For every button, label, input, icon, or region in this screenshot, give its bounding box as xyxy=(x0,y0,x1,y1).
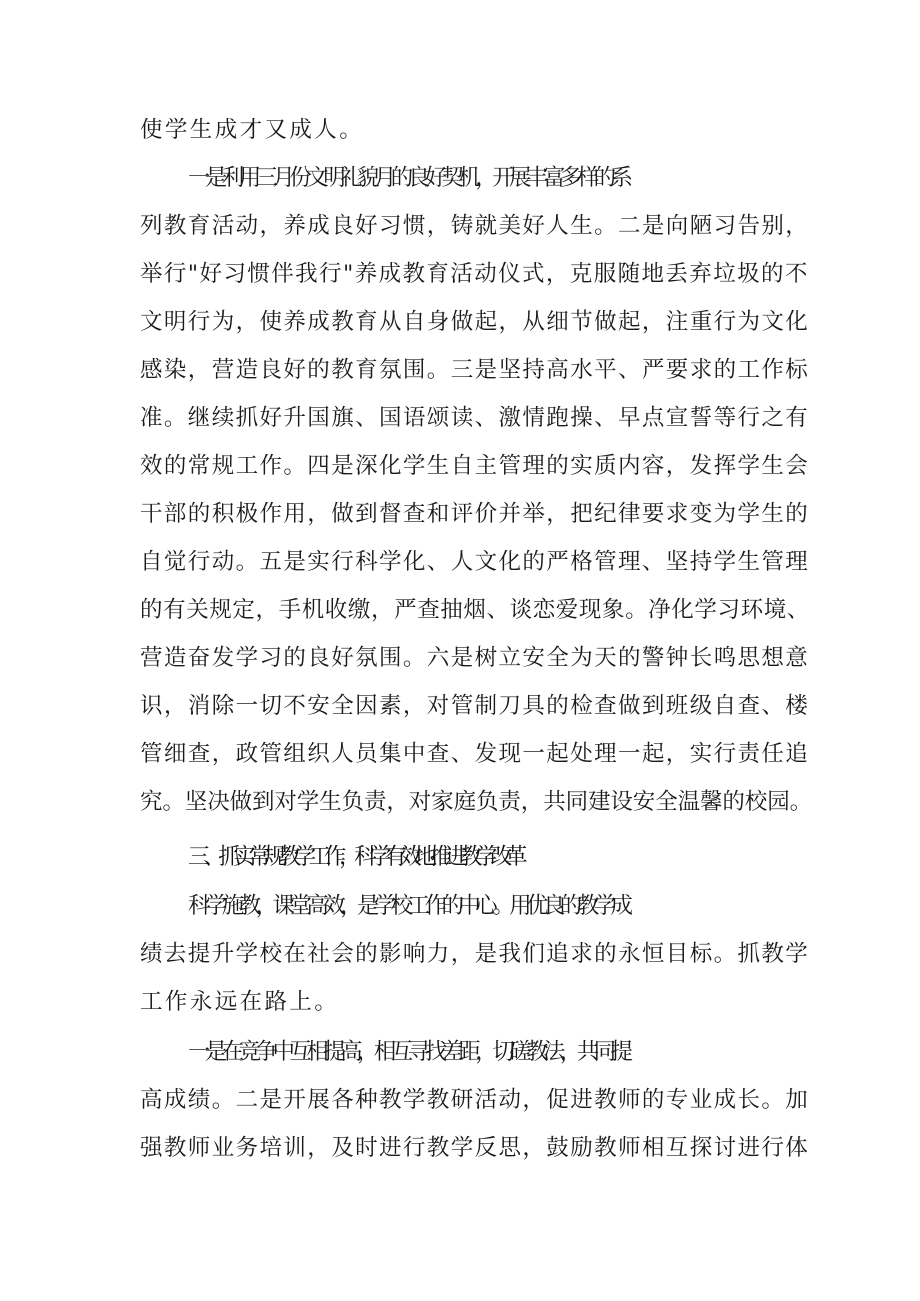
paragraph-1-line: 文明行为，使养成教育从自身做起，从细节做起，注重行为文化 xyxy=(140,309,810,335)
paragraph-1-line: 自觉行动。五是实行科学化、人文化的严格管理、坚持学生管理 xyxy=(140,549,810,575)
paragraph-1-line: 的有关规定，手机收缴，严查抽烟、谈恋爱现象。净化学习环境、 xyxy=(140,597,810,623)
paragraph-2-line: 工作永远在路上。 xyxy=(140,989,340,1015)
paragraph-1-line: 举行"好习惯伴我行"养成教育活动仪式，克服随地丢弃垃圾的不 xyxy=(140,261,809,287)
section-heading-3: 三、抓实常规教学工作，科学有效地推进教学改革 xyxy=(188,844,521,870)
paragraph-3-line: 强教师业务培训，及时进行教学反思，鼓励教师相互探讨进行体 xyxy=(140,1135,810,1161)
paragraph-3-line: 高成绩。二是开展各种教学教研活动，促进教师的专业成长。加 xyxy=(140,1087,810,1113)
paragraph-1-line: 列教育活动，养成良好习惯，铸就美好人生。二是向陋习告别， xyxy=(140,213,810,239)
paragraph-3-line: 一是在竞争中互相提高，相互寻找差距，切磋教法，共同提 xyxy=(188,1039,628,1065)
paragraph-1-line: 准。继续抓好升国旗、国语颂读、激情跑操、早点宣誓等行之有 xyxy=(140,405,810,431)
paragraph-1-line: 感染，营造良好的教育氛围。三是坚持高水平、严要求的工作标 xyxy=(140,357,810,383)
paragraph-1-line: 效的常规工作。四是深化学生自主管理的实质内容，发挥学生会 xyxy=(140,453,810,479)
paragraph-1-line: 一是利用三月份文明礼貌月的良好契机，开展丰富多样的系 xyxy=(188,165,628,191)
paragraph-1-line: 营造奋发学习的良好氛围。六是树立安全为天的警钟长鸣思想意 xyxy=(140,645,810,671)
paragraph-1-line: 究。坚决做到对学生负责，对家庭负责，共同建设安全温馨的校园。 xyxy=(140,789,813,815)
intro-tail-line: 使学生成才又成人。 xyxy=(140,117,365,143)
paragraph-1-line: 干部的积极作用，做到督查和评价并举，把纪律要求变为学生的 xyxy=(140,501,810,527)
paragraph-2-line: 绩去提升学校在社会的影响力，是我们追求的永恒目标。抓教学 xyxy=(140,941,810,967)
paragraph-1-line: 识，消除一切不安全因素，对管制刀具的检查做到班级自查、楼 xyxy=(140,693,810,719)
paragraph-2-line: 科学施教，课堂高效，是学校工作的中心。用优良的教学成 xyxy=(188,893,628,919)
paragraph-1-line: 管细查，政管组织人员集中查、发现一起处理一起，实行责任追 xyxy=(140,741,810,767)
